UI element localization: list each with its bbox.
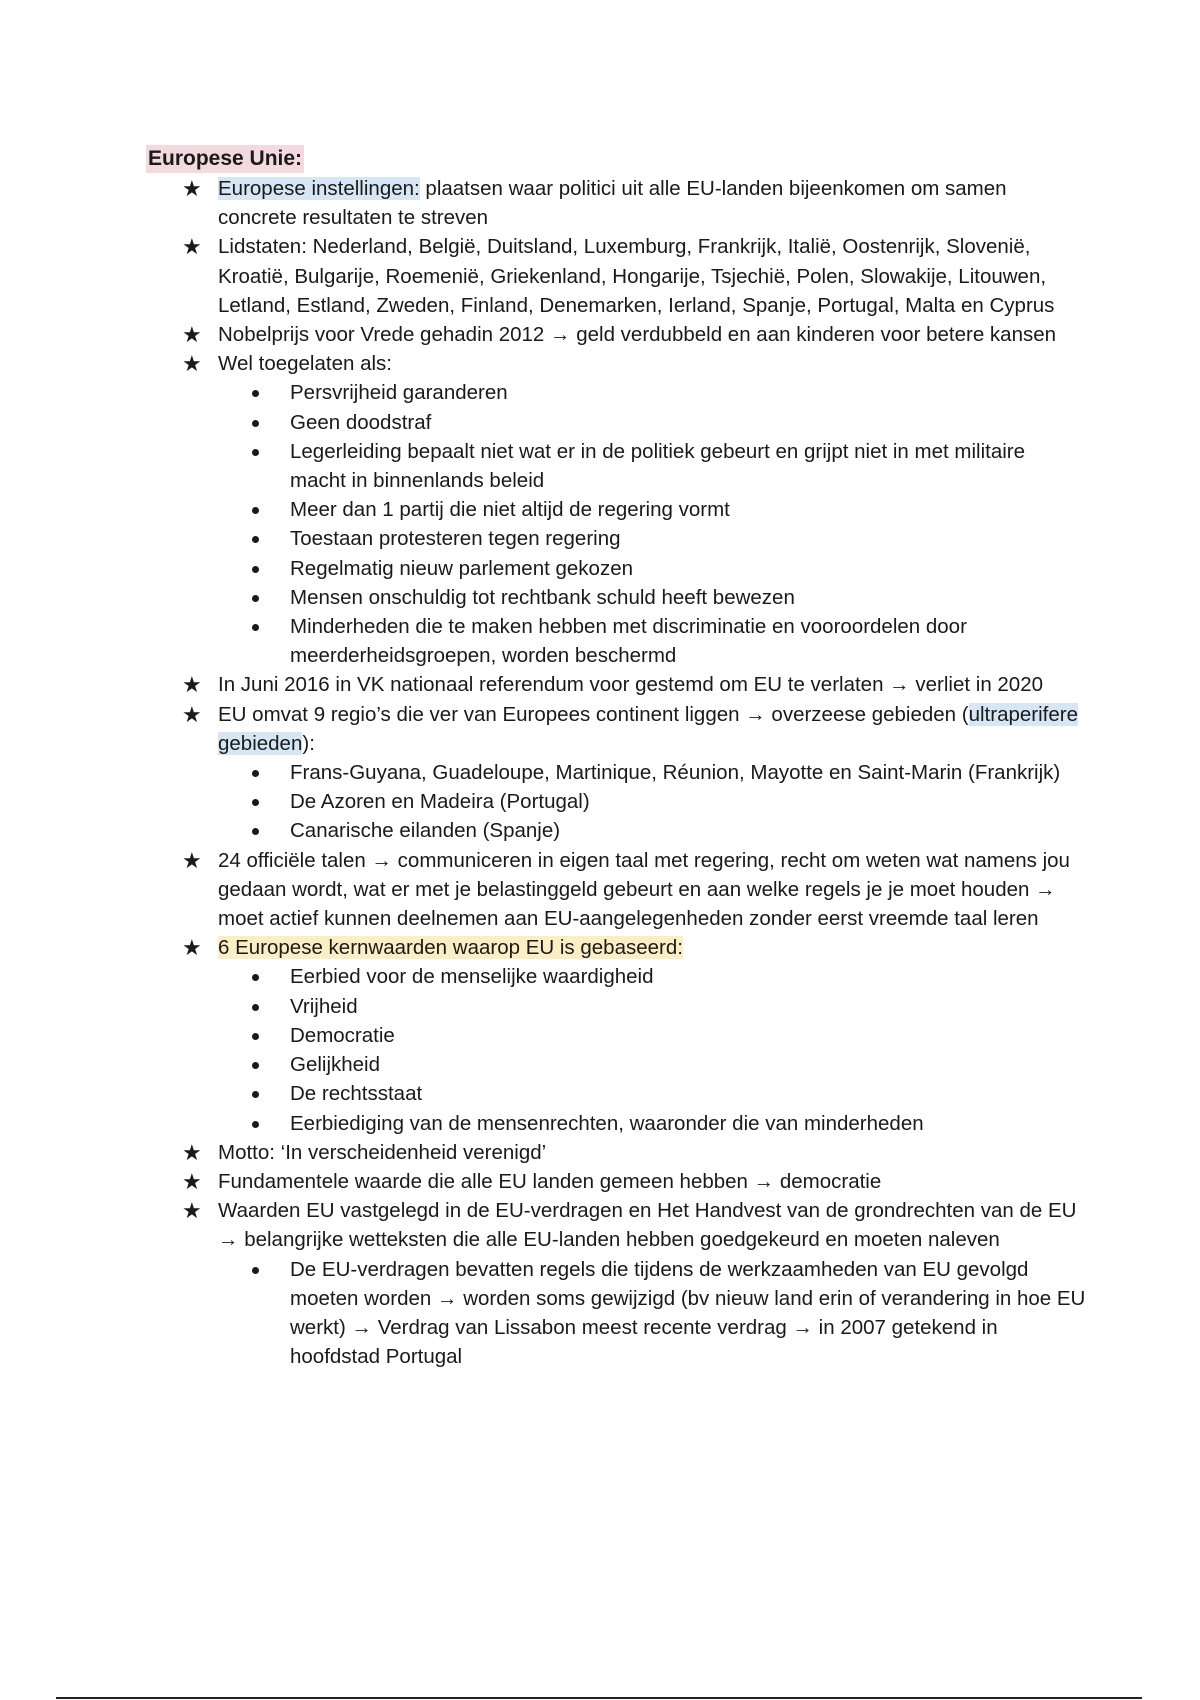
sub-item-text: Gelijkheid <box>290 1053 381 1077</box>
highlighted-text: 6 Europese kernwaarden waarop EU is gebaseerd: <box>218 936 683 960</box>
sub-list <box>218 1255 1086 1372</box>
item-text: EU omvat 9 regio’s die ver van Europees continent liggen → overzeese gebieden ( <box>218 702 969 726</box>
sub-list <box>218 758 1086 846</box>
sub-list-item <box>218 1050 1086 1079</box>
sub-item-text: De Azoren en Madeira (Portugal) <box>290 790 590 814</box>
star-bullet-icon: ★ <box>182 1168 202 1194</box>
item-text: In Juni 2016 in VK nationaal referendum voor gestemd om EU te verlaten → verliet in 2020 <box>218 673 1044 697</box>
item-text: Motto: ‘In verscheidenheid verenigd’ <box>218 1140 547 1164</box>
star-bullet-icon: ★ <box>182 351 202 377</box>
sub-list-item <box>218 554 1086 583</box>
dot-bullet-icon <box>252 1062 259 1069</box>
page-bottom-rule <box>56 1697 1142 1699</box>
item-text: Wel toegelaten als: <box>218 352 392 376</box>
dot-bullet-icon <box>252 624 259 631</box>
sub-item-text: Meer dan 1 partij die niet altijd de regering vormt <box>290 498 730 522</box>
sub-list-item <box>218 1079 1086 1108</box>
sub-list-item <box>218 583 1086 612</box>
list-item <box>146 700 1086 846</box>
sub-item-text: Eerbiediging van de mensenrechten, waaronder die van minderheden <box>290 1111 924 1135</box>
dot-bullet-icon <box>252 799 259 806</box>
sub-list-item <box>218 962 1086 991</box>
star-bullet-icon: ★ <box>182 1139 202 1165</box>
sub-item-text: Geen doodstraf <box>290 410 432 434</box>
list-item <box>146 846 1086 934</box>
content <box>146 174 1086 1371</box>
item-text: Waarden EU vastgelegd in de EU-verdragen en Het Handvest van de grondrechten van de EU → belangrijke wetteksten die alle EU-landen hebben goedgekeurd en moeten naleven <box>218 1199 1077 1252</box>
sub-item-text: Regelmatig nieuw parlement gekozen <box>290 556 634 580</box>
sub-list-item <box>218 495 1086 524</box>
dot-bullet-icon <box>252 595 259 602</box>
dot-bullet-icon <box>252 1091 259 1098</box>
sub-list-item <box>218 437 1086 495</box>
dot-bullet-icon <box>252 974 259 981</box>
list-item <box>146 670 1086 699</box>
sub-list <box>218 378 1086 670</box>
sub-item-text: Frans-Guyana, Guadeloupe, Martinique, Réunion, Mayotte en Saint-Marin (Frankrijk) <box>290 761 1061 785</box>
list-item <box>146 933 1086 1137</box>
star-bullet-icon: ★ <box>182 176 202 201</box>
sub-item-text: Minderheden die te maken hebben met discriminatie en vooroordelen door meerderheidsgroepen, worden beschermd <box>290 615 967 668</box>
sub-list-item <box>218 1109 1086 1138</box>
sub-list-item <box>218 524 1086 553</box>
star-bullet-icon: ★ <box>182 234 202 260</box>
sub-item-text: Canarische eilanden (Spanje) <box>290 819 561 843</box>
dot-bullet-icon <box>252 1004 259 1011</box>
sub-list-item <box>218 612 1086 670</box>
sub-item-text: Democratie <box>290 1023 395 1047</box>
dot-bullet-icon <box>252 566 259 573</box>
highlighted-term: ultraperifere gebieden <box>218 702 1078 755</box>
sub-item-text: Persvrijheid garanderen <box>290 381 508 405</box>
item-text: ): <box>302 731 315 755</box>
sub-list-item <box>218 408 1086 437</box>
dot-bullet-icon <box>252 449 259 456</box>
list-item <box>146 1196 1086 1371</box>
item-text: Fundamentele waarde die alle EU landen gemeen hebben → democratie <box>218 1169 882 1193</box>
sub-item-text: Mensen onschuldig tot rechtbank schuld heeft bewezen <box>290 585 795 609</box>
item-text: Nobelprijs voor Vrede gehadin 2012 → geld verdubbeld en aan kinderen voor betere kansen <box>218 323 1057 347</box>
sub-list-item <box>218 1255 1086 1372</box>
star-bullet-icon: ★ <box>182 935 202 961</box>
sub-item-text: Eerbied voor de menselijke waardigheid <box>290 965 654 989</box>
sub-item-text: De rechtsstaat <box>290 1082 423 1106</box>
list-item <box>146 1167 1086 1196</box>
sub-item-text: Legerleiding bepaalt niet wat er in de politiek gebeurt en grijpt niet in met militaire macht in binnenlands beleid <box>290 439 1026 493</box>
sub-list-item <box>218 758 1086 787</box>
sub-item-text: Toestaan protesteren tegen regering <box>290 527 621 551</box>
sub-list-item <box>218 787 1086 816</box>
main-list <box>146 174 1086 1371</box>
dot-bullet-icon <box>252 536 259 543</box>
item-text: Lidstaten: Nederland, België, Duitsland, Luxemburg, Frankrijk, Italië, Oostenrijk, Slovenië, Kroatië, Bulgarije, Roemenië, Griekenland, Hongarije, Tsjechië, Polen, Slowakije, Litouwen, Letland, Estland, Zweden, Finland, Denemarken, Ierland, Spanje, Portugal, Malta en Cyprus <box>218 235 1055 317</box>
item-text: plaatsen waar politici uit alle EU-landen bijeenkomen om samen concrete resultaten te streven <box>218 177 1007 230</box>
list-item <box>146 1138 1086 1167</box>
dot-bullet-icon <box>252 770 259 777</box>
star-bullet-icon: ★ <box>182 701 202 727</box>
star-bullet-icon: ★ <box>182 1198 202 1224</box>
list-item <box>146 174 1086 232</box>
star-bullet-icon: ★ <box>182 847 202 873</box>
sub-list-item <box>218 1021 1086 1050</box>
dot-bullet-icon <box>252 390 259 397</box>
dot-bullet-icon <box>252 1033 259 1040</box>
dot-bullet-icon <box>252 1267 259 1274</box>
sub-item-text: De EU-verdragen bevatten regels die tijdens de werkzaamheden van EU gevolgd moeten worden → worden soms gewijzigd (bv nieuw land erin of verandering in hoe EU werkt) → Verdrag van Lissabon meest recente verdrag → in 2007 getekend in hoofdstad Portugal <box>290 1257 1086 1369</box>
sub-list-item <box>218 992 1086 1021</box>
list-item <box>146 320 1086 349</box>
star-bullet-icon: ★ <box>182 672 202 698</box>
sub-list-item <box>218 378 1086 407</box>
page-title: Europese Unie: <box>146 145 304 173</box>
list-item <box>146 349 1086 670</box>
sub-list <box>218 962 1086 1137</box>
dot-bullet-icon <box>252 828 259 835</box>
item-text: 24 officiële talen → communiceren in eigen taal met regering, recht om weten wat namens jou gedaan wordt, wat er met je belastinggeld gebeurt en aan welke regels je je moet houden → moet actief kunnen deelnemen aan EU-aangelegenheden zonder eerst vreemde taal leren <box>218 848 1070 931</box>
dot-bullet-icon <box>252 1121 259 1128</box>
dot-bullet-icon <box>252 507 259 514</box>
highlighted-term: Europese instellingen: <box>218 177 420 200</box>
list-item <box>146 232 1086 320</box>
dot-bullet-icon <box>252 420 259 427</box>
sub-item-text: Vrijheid <box>290 994 358 1018</box>
sub-list-item <box>218 816 1086 845</box>
star-bullet-icon: ★ <box>182 322 202 348</box>
